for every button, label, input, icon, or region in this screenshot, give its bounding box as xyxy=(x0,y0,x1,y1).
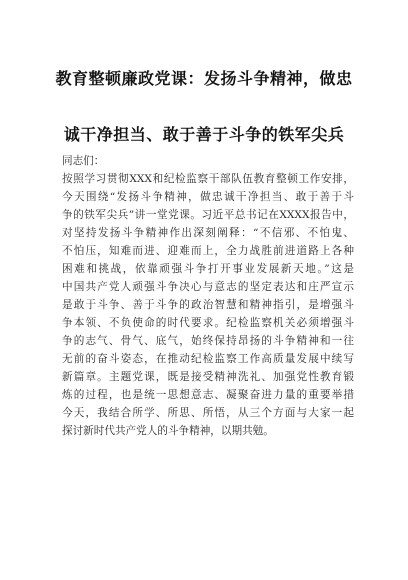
document-title-line-2: 诚干净担当、敢于善于斗争的铁军尖兵 xyxy=(63,125,345,144)
body-line: 探讨新时代共产党人的斗争精神，以期共勉。 xyxy=(62,425,274,437)
body-line: 无前的奋斗姿态，在推动纪检监察工作高质量发展中续写 xyxy=(62,353,354,365)
body-line: 争的志气、骨气、底气，始终保持昂扬的斗争精神和一往 xyxy=(62,335,354,347)
body-line: 炼的过程，也是统一思想意志、凝聚奋进力量的重要举措 xyxy=(62,389,354,401)
salutation: 同志们： xyxy=(62,155,105,167)
body-line: 按照学习贯彻XXX和纪检监察干部队伍教育整顿工作安排， xyxy=(62,173,354,185)
body-line: 新篇章。主题党课，既是接受精神洗礼、加强党性教育锻 xyxy=(62,371,354,383)
body-line: 是敢于斗争、善于斗争的政治智慧和精神指引，是增强斗 xyxy=(62,299,354,311)
body-line: 今天，我结合所学、所思、所悟，从三个方面与大家一起 xyxy=(62,407,354,419)
body-line: 今天围绕“发扬斗争精神，做忠诚干净担当、敢于善于斗 xyxy=(62,191,354,203)
body-line: 争的铁军尖兵”讲一堂党课。习近平总书记在XXXX报告中， xyxy=(62,209,354,221)
body-line: 困难和挑战，依靠顽强斗争打开事业发展新天地。”这是 xyxy=(62,263,354,275)
document-title-line-1: 教育整顿廉政党课：发扬斗争精神，做忠 xyxy=(55,69,353,88)
body-line: 中国共产党人顽强斗争决心与意志的坚定表达和庄严宣示 xyxy=(62,281,354,293)
body-line: 对坚持发扬斗争精神作出深刻阐释：“不信邪、不怕鬼、 xyxy=(62,227,354,239)
body-line: 不怕压，知难而进、迎难而上，全力战胜前进道路上各种 xyxy=(62,245,354,257)
body-line: 争本领、不负使命的时代要求。纪检监察机关必须增强斗 xyxy=(62,317,354,329)
